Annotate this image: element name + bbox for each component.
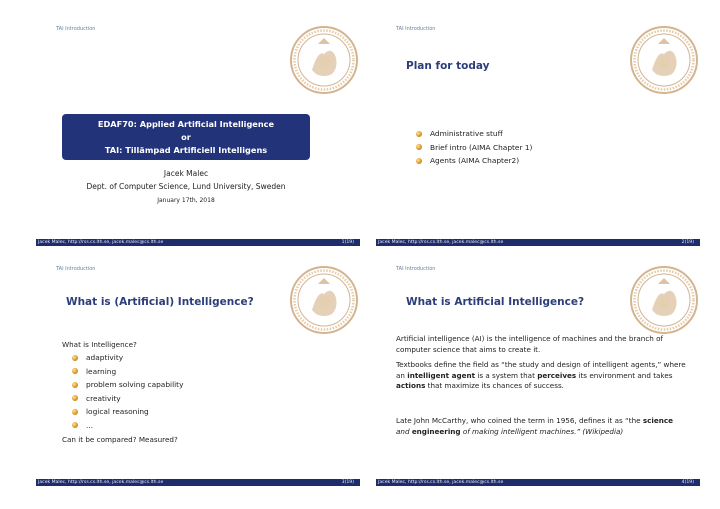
footer-text: Jacek Malec, http://rss.cs.lth.se, jacek.malec@cs.lth.se <box>38 240 164 245</box>
title-line-2: or <box>181 132 191 142</box>
bullet-icon <box>72 395 78 401</box>
list-item-text: creativity <box>86 393 121 403</box>
footer <box>376 479 700 486</box>
author: Jacek Malec <box>163 169 209 178</box>
list-item <box>72 351 183 365</box>
list-item-text: Agents (AIMA Chapter2) <box>430 156 520 165</box>
title-line-1: EDAF70: Applied Artificial Intelligence <box>97 119 275 129</box>
list-item-text: Brief intro (AIMA Chapter 1) <box>430 142 533 152</box>
university-seal-icon <box>628 264 700 336</box>
textbook-paragraph: Textbooks define the field as “the study and design of intelligent agents,” where an intelligent agent is a system that perceives its environment and takes actions that maximize its chances of success. <box>396 360 686 390</box>
list-item <box>72 419 183 433</box>
list-item-text: logical reasoning <box>86 407 149 416</box>
slide-1 <box>36 24 360 246</box>
university-seal-icon <box>628 24 700 96</box>
page-number: 4(19) <box>681 480 694 485</box>
list-item-text: learning <box>86 366 117 376</box>
frame-title: What is (Artificial) Intelligence? <box>66 296 254 308</box>
title-line-3: TAI: Tillämpad Artificiell Intelligens <box>104 145 268 155</box>
slide-2 <box>376 24 700 246</box>
bullet-icon <box>72 382 78 388</box>
list-item <box>72 405 183 419</box>
list-item <box>416 154 532 168</box>
bullet-icon <box>72 409 78 415</box>
bullet-list <box>72 351 183 432</box>
definition-paragraph: Artificial intelligence (AI) is the intelligence of machines and the branch of computer science that aims to create it. <box>396 334 664 354</box>
title-box <box>62 114 310 160</box>
footer <box>36 239 360 246</box>
list-item <box>72 378 183 392</box>
page-number: 3(19) <box>341 480 354 485</box>
keyword-science: science <box>642 416 673 425</box>
footer <box>376 239 700 246</box>
closing-text: Can it be compared? Measured? <box>62 435 178 444</box>
page-number: 2(19) <box>681 240 694 245</box>
list-item-text: Administrative stuff <box>430 129 503 138</box>
footer-text: Jacek Malec, http://rss.cs.lth.se, jacek.malec@cs.lth.se <box>378 480 504 485</box>
list-item-text: ... <box>86 420 94 430</box>
university-seal-icon <box>288 24 360 96</box>
keyword-engineering: engineering <box>411 426 461 436</box>
section-label: TAI Introduction <box>56 266 96 272</box>
mccarthy-paragraph: Late John McCarthy, who coined the term in 1956, defines it as “the science and engineering of making intelligent machines.” (Wikipedia) <box>396 416 673 436</box>
university-seal-icon <box>288 264 360 336</box>
bullet-icon <box>72 355 78 361</box>
bullet-icon <box>416 144 422 150</box>
slide-3 <box>36 264 360 486</box>
bullet-icon <box>416 131 422 137</box>
section-label: TAI Introduction <box>56 26 96 32</box>
question: What is Intelligence? <box>62 340 137 349</box>
list-item-text: problem solving capability <box>86 380 184 389</box>
bullet-icon <box>72 422 78 428</box>
section-label: TAI Introduction <box>396 266 436 272</box>
bullet-icon <box>72 368 78 374</box>
footer <box>36 479 360 486</box>
list-item-text: adaptivity <box>86 353 124 362</box>
list-item <box>416 141 532 155</box>
list-item <box>72 392 183 406</box>
keyword-intelligent-agent: intelligent agent <box>407 370 476 380</box>
keyword-actions: actions <box>396 381 426 390</box>
footer-text: Jacek Malec, http://rss.cs.lth.se, jacek.malec@cs.lth.se <box>378 240 504 245</box>
frame-title: What is Artificial Intelligence? <box>406 296 585 308</box>
page-number: 1(19) <box>341 240 354 245</box>
footer-text: Jacek Malec, http://rss.cs.lth.se, jacek.malec@cs.lth.se <box>38 480 164 485</box>
bullet-icon <box>416 158 422 164</box>
slide-4 <box>376 264 700 486</box>
institute: Dept. of Computer Science, Lund University, Sweden <box>86 182 286 191</box>
list-item <box>72 365 183 379</box>
bullet-list <box>416 127 532 168</box>
list-item <box>416 127 532 141</box>
keyword-perceives: perceives <box>537 370 577 380</box>
section-label: TAI Introduction <box>396 26 436 32</box>
frame-title: Plan for today <box>406 60 490 72</box>
date: January 17th, 2018 <box>157 197 215 204</box>
